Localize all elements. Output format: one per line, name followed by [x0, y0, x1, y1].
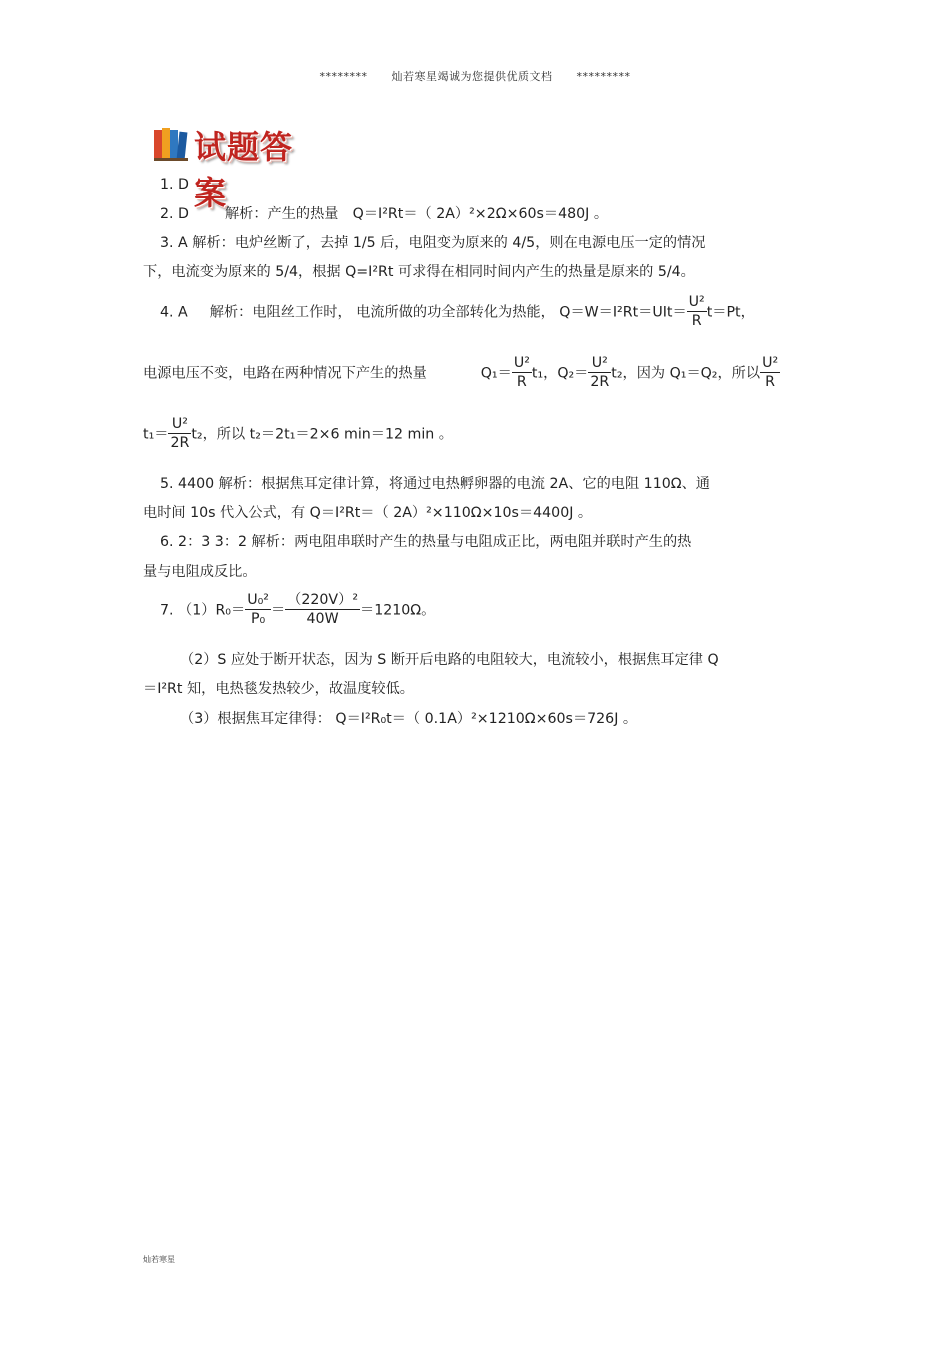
answer-4-post: t＝Pt， — [706, 304, 755, 321]
answer-4-t2: t₂，因为 Q₁＝Q₂，所以 — [611, 365, 761, 382]
answer-7-2-line-1: （2）S 应处于断开状态，因为 S 断开后电路的电阻较大，电流较小，根据焦耳定律 Q — [180, 652, 719, 668]
answer-7-3: （3）根据焦耳定律得： Q＝I²R₀t＝（ 0.1A）²×1210Ω×60s＝726J 。 — [180, 711, 638, 727]
answer-4-line-3-post: t₂，所以 t₂＝2t₁＝2×6 min＝12 min 。 — [191, 426, 453, 443]
answer-4-line-3 — [143, 416, 453, 453]
answer-2-text: 解析：产生的热量 Q＝I²Rt＝（ 2A）²×2Ω×60s＝480J 。 — [224, 206, 609, 222]
books-icon — [152, 124, 190, 162]
fraction-u2-over-r: $\frac{\text{U²}}{R}$ — [688, 294, 705, 329]
fraction-u2-over-2r: $\frac{\text{U²}}{2R}$ — [170, 416, 190, 451]
fraction-u2-over-r: $\frac{\text{U²}}{R}$ — [762, 355, 779, 390]
answer-7-equals: ＝ — [270, 602, 286, 619]
answer-1: 1. D — [160, 177, 189, 193]
answer-7-label: 7. （1）R₀＝ — [160, 602, 246, 619]
answer-5-line-2: 电时间 10s 代入公式，有 Q＝I²Rt＝（ 2A）²×110Ω×10s＝4400J 。 — [143, 505, 593, 521]
page-header — [0, 68, 950, 84]
answer-7-result: ＝1210Ω。 — [360, 602, 436, 619]
fraction-220v-over-40w: $\frac{\text{（220V）²}}{40W}$ — [287, 592, 359, 627]
header-title: 灿若寒星竭诚为您提供优质文档 — [391, 70, 553, 83]
fraction-u2-over-2r: $\frac{\text{U²}}{2R}$ — [590, 355, 610, 390]
answer-2 — [160, 205, 608, 223]
answer-4-pre: 解析：电阻丝工作时， 电流所做的功全部转化为热能， Q＝W＝I²Rt＝UIt＝ — [209, 304, 687, 321]
header-stars-right: ********* — [576, 70, 631, 83]
answer-3-line-2: 下，电流变为原来的 5/4，根据 Q=I²Rt 可求得在相同时间内产生的热量是原来的 5/4。 — [143, 264, 695, 280]
answer-2-label: 2. D — [160, 206, 189, 222]
answer-4-t1: t₁，Q₂＝ — [531, 365, 589, 382]
fraction-u2-over-r: $\frac{\text{U²}}{R}$ — [513, 355, 530, 390]
answer-4-line-2 — [143, 355, 780, 392]
fraction-u0-over-p0: $\frac{\text{U₀²}}{\text{P₀}}$ — [247, 592, 269, 627]
answer-4-line-2-pre: 电源电压不变，电路在两种情况下产生的热量 — [143, 365, 427, 382]
answer-4-line-1 — [160, 294, 755, 331]
answer-3-line-1: 3. A 解析：电炉丝断了，去掉 1/5 后，电阻变为原来的 4/5，则在电源电压一定的情况 — [160, 235, 706, 251]
header-stars-left: ******** — [319, 70, 368, 83]
answer-6-line-2: 量与电阻成反比。 — [143, 564, 257, 580]
answer-4-line-3-pre: t₁＝ — [143, 426, 169, 443]
answer-5-line-1: 5. 4400 解析：根据焦耳定律计算，将通过电热孵卵器的电流 2A、它的电阻 110Ω、通 — [160, 476, 710, 492]
banner-title: 试题答案 — [194, 128, 294, 212]
answer-4-q1: Q₁＝ — [480, 365, 512, 382]
page-footer: 灿若寒星 — [143, 1255, 175, 1264]
answer-4-label: 4. A — [160, 304, 188, 321]
answer-7-2-line-2: ＝I²Rt 知，电热毯发热较少，故温度较低。 — [143, 681, 414, 697]
answer-7-1 — [160, 592, 435, 629]
answer-6-line-1: 6. 2：3 3：2 解析：两电阻串联时产生的热量与电阻成正比，两电阻并联时产生的热 — [160, 534, 692, 550]
